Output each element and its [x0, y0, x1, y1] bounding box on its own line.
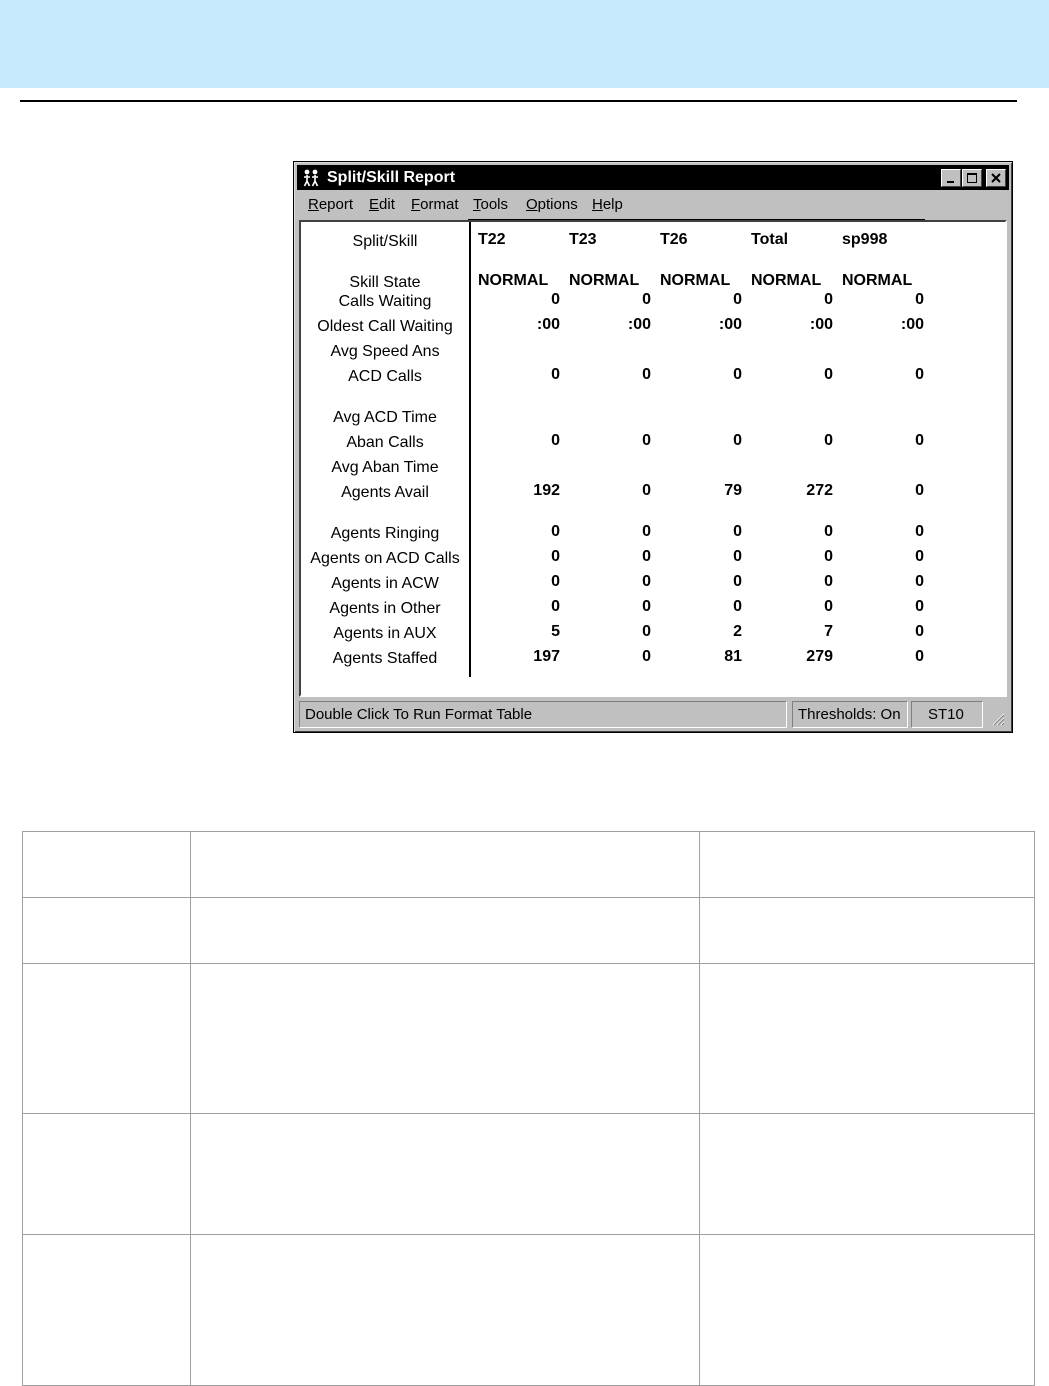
row-label-agents-in-aux: Agents in AUX	[333, 625, 437, 642]
split-skill-header-label: Split/Skill	[352, 233, 418, 250]
cell-oldest-call-waiting-t23: :00	[627, 316, 651, 333]
menu-bar	[297, 192, 1009, 216]
table-row	[23, 1114, 1035, 1235]
cell-acd-calls-t22: 0	[551, 366, 560, 383]
cell-agents-avail-t23: 0	[642, 482, 651, 499]
cell-agents-in-aux-total: 7	[824, 623, 833, 640]
cell-agents-in-aux-t23: 0	[642, 623, 651, 640]
column-header-t23: T23	[569, 231, 597, 248]
cell-agents-in-other-total: 0	[824, 598, 833, 615]
row-label-acd-calls: ACD Calls	[348, 368, 422, 385]
report-area[interactable]	[299, 220, 1007, 697]
title-bar[interactable]	[297, 165, 1009, 190]
row-label-oldest-call-waiting: Oldest Call Waiting	[317, 318, 453, 335]
table-row	[23, 964, 1035, 1114]
maximize-button[interactable]	[962, 169, 982, 187]
skill-state-value: NORMAL	[842, 272, 913, 289]
cell-agents-ringing-t22: 0	[551, 523, 560, 540]
station-indicator: ST10	[911, 701, 983, 728]
cell-agents-in-other-t22: 0	[551, 598, 560, 615]
menu-help[interactable]: Help	[592, 196, 623, 213]
row-label-calls-waiting: Calls Waiting	[338, 293, 432, 310]
cell-agents-in-other-t26: 0	[733, 598, 742, 615]
cell-agents-in-other-sp998: 0	[915, 598, 924, 615]
column-header-total: Total	[751, 231, 789, 248]
skill-state-value: NORMAL	[751, 272, 822, 289]
status-bar	[299, 700, 1007, 728]
cell-agents-in-aux-sp998: 0	[915, 623, 924, 640]
row-label-avg-acd-time: Avg ACD Time	[333, 409, 437, 426]
cell-agents-on-acd-calls-t22: 0	[551, 548, 560, 565]
cell-agents-in-acw-sp998: 0	[915, 573, 924, 590]
row-label-agents-avail: Agents Avail	[341, 484, 429, 501]
column-header-sp998: sp998	[842, 231, 888, 248]
cell-agents-in-aux-t26: 2	[733, 623, 742, 640]
cell-agents-in-other-t23: 0	[642, 598, 651, 615]
cell-aban-calls-t23: 0	[642, 432, 651, 449]
menu-report-rest: eport	[318, 196, 354, 213]
row-label-agents-in-acw: Agents in ACW	[331, 575, 439, 592]
cell-agents-ringing-total: 0	[824, 523, 833, 540]
cell-agents-staffed-sp998: 0	[915, 648, 924, 665]
cell-agents-ringing-t26: 0	[733, 523, 742, 540]
row-label-aban-calls: Aban Calls	[346, 434, 424, 451]
cell-agents-on-acd-calls-t23: 0	[642, 548, 651, 565]
cell-agents-in-acw-t22: 0	[551, 573, 560, 590]
minimize-icon	[944, 171, 958, 185]
column-header-t22: T22	[478, 231, 506, 248]
cell-agents-avail-t26: 79	[724, 482, 742, 499]
cell-calls-waiting-t23: 0	[642, 291, 651, 308]
row-label-agents-staffed: Agents Staffed	[332, 650, 438, 667]
menu-options[interactable]: Options	[526, 196, 578, 213]
cell-agents-ringing-t23: 0	[642, 523, 651, 540]
skill-state-value: NORMAL	[478, 272, 549, 289]
skill-state-value: NORMAL	[569, 272, 640, 289]
cell-agents-staffed-t22: 197	[533, 648, 560, 665]
row-label-agents-ringing: Agents Ringing	[330, 525, 440, 542]
cell-agents-in-acw-t26: 0	[733, 573, 742, 590]
cell-agents-staffed-t23: 0	[642, 648, 651, 665]
cell-agents-on-acd-calls-sp998: 0	[915, 548, 924, 565]
cell-acd-calls-sp998: 0	[915, 366, 924, 383]
column-header-t26: T26	[660, 231, 688, 248]
cell-agents-in-aux-t22: 5	[551, 623, 560, 640]
thresholds-indicator: Thresholds: On	[792, 701, 908, 728]
cell-agents-ringing-sp998: 0	[915, 523, 924, 540]
page-header-band	[0, 0, 1049, 88]
cell-agents-on-acd-calls-total: 0	[824, 548, 833, 565]
cell-agents-on-acd-calls-t26: 0	[733, 548, 742, 565]
cell-oldest-call-waiting-total: :00	[809, 316, 833, 333]
menu-tools[interactable]: Tools	[473, 196, 509, 213]
cell-oldest-call-waiting-sp998: :00	[900, 316, 924, 333]
split-skill-report-window	[293, 161, 1013, 733]
row-label-agents-on-acd-calls: Agents on ACD Calls	[310, 550, 460, 567]
bottom-table	[22, 831, 1035, 1386]
row-label-agents-in-other: Agents in Other	[329, 600, 441, 617]
table-row	[23, 832, 1035, 898]
menu-format[interactable]: Format	[411, 196, 459, 213]
resize-grip-icon[interactable]	[989, 710, 1005, 726]
cell-agents-staffed-total: 279	[806, 648, 833, 665]
cell-aban-calls-total: 0	[824, 432, 833, 449]
window-title: Split/Skill Report	[327, 169, 456, 186]
cell-calls-waiting-t22: 0	[551, 291, 560, 308]
cell-agents-avail-t22: 192	[533, 482, 560, 499]
cell-agents-avail-sp998: 0	[915, 482, 924, 499]
cell-oldest-call-waiting-t26: :00	[718, 316, 742, 333]
menu-report[interactable]: Report	[308, 196, 354, 213]
cell-acd-calls-t26: 0	[733, 366, 742, 383]
skill-state-value: NORMAL	[660, 272, 731, 289]
cell-calls-waiting-t26: 0	[733, 291, 742, 308]
table-row	[23, 1235, 1035, 1386]
close-button[interactable]	[986, 169, 1006, 187]
skill-state-label: Skill State	[349, 274, 421, 291]
header-rule	[20, 100, 1017, 102]
cell-calls-waiting-total: 0	[824, 291, 833, 308]
row-label-avg-speed-ans: Avg Speed Ans	[330, 343, 440, 360]
cell-aban-calls-t22: 0	[551, 432, 560, 449]
table-row	[23, 898, 1035, 964]
cell-aban-calls-sp998: 0	[915, 432, 924, 449]
cell-aban-calls-t26: 0	[733, 432, 742, 449]
row-label-avg-aban-time: Avg Aban Time	[331, 459, 439, 476]
cell-agents-staffed-t26: 81	[724, 648, 742, 665]
cell-agents-avail-total: 272	[806, 482, 833, 499]
maximize-icon	[965, 171, 979, 185]
agent-figures-icon[interactable]	[301, 168, 321, 188]
status-message: Double Click To Run Format Table	[299, 701, 787, 728]
cell-agents-in-acw-t23: 0	[642, 573, 651, 590]
cell-oldest-call-waiting-t22: :00	[536, 316, 560, 333]
close-icon	[989, 171, 1003, 185]
menu-edit[interactable]: Edit	[369, 196, 395, 213]
minimize-button[interactable]	[941, 169, 961, 187]
label-divider	[469, 222, 471, 677]
cell-agents-in-acw-total: 0	[824, 573, 833, 590]
cell-acd-calls-t23: 0	[642, 366, 651, 383]
cell-acd-calls-total: 0	[824, 366, 833, 383]
cell-calls-waiting-sp998: 0	[915, 291, 924, 308]
